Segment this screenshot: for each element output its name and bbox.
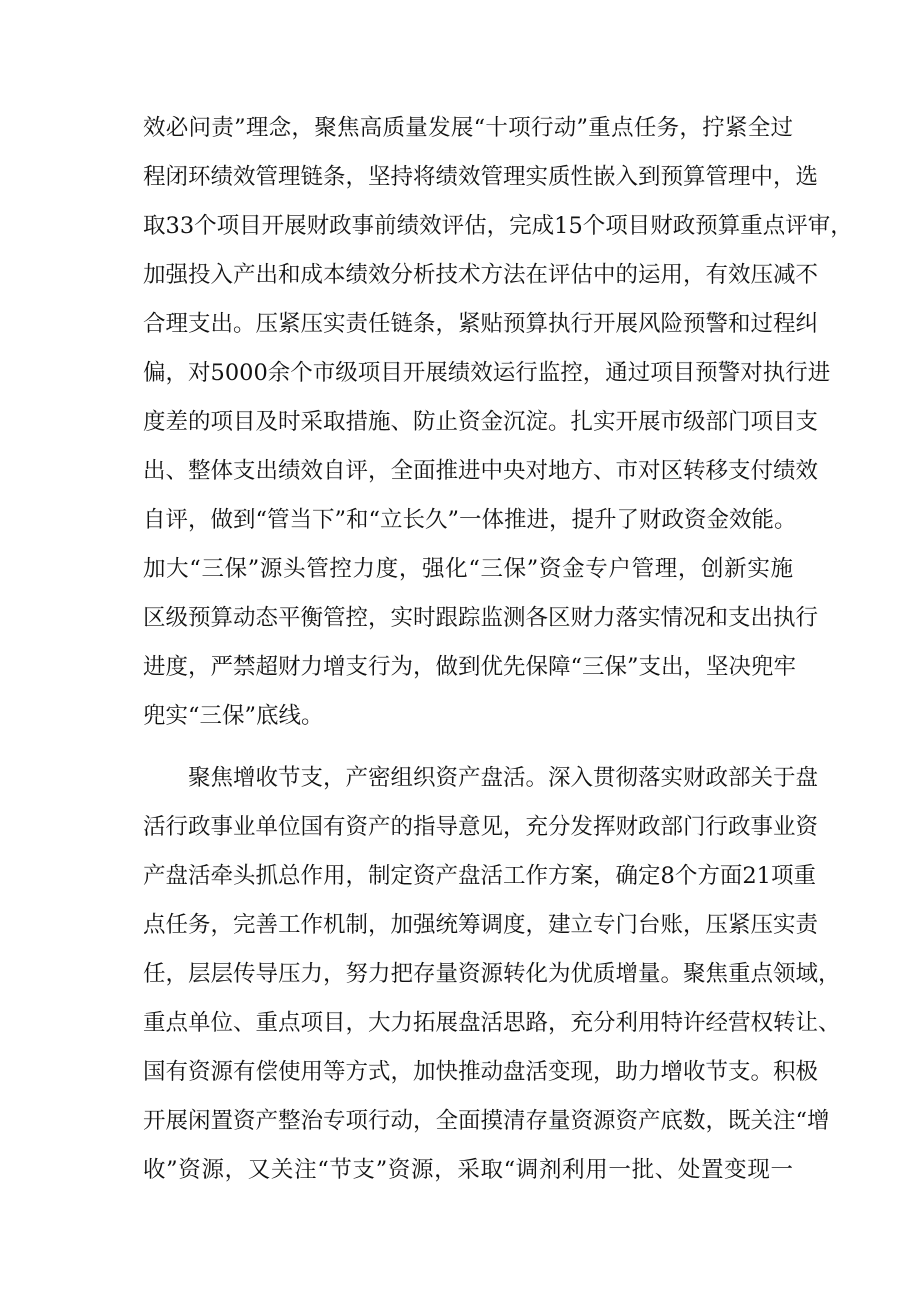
- text-line: 合理支出。压紧压实责任链条，紧贴预算执行开展风险预警和过程纠: [143, 311, 819, 337]
- text-line: 程闭环绩效管理链条，坚持将绩效管理实质性嵌入到预算管理中，选: [143, 164, 819, 190]
- text-line: 偏，对5000余个市级项目开展绩效运行监控，通过项目预警对执行进: [143, 360, 831, 386]
- text-line: 聚焦增收节支，产密组织资产盘活。深入贯彻落实财政部关于盘: [188, 765, 819, 791]
- text-line: 取33个项目开展财政事前绩效评估，完成15个项目财政预算重点评审，: [143, 213, 853, 239]
- text-line: 开展闲置资产整治专项行动，全面摸清存量资源资产底数，既关注“增: [143, 1108, 830, 1134]
- text-line: 国有资源有偿使用等方式，加快推动盘活变现，助力增收节支。积极: [143, 1059, 819, 1085]
- text-line: 兜实“三保”底线。: [143, 703, 324, 729]
- text-line: 重点单位、重点项目，大力拓展盘活思路，充分利用特许经营权转让、: [143, 1010, 841, 1036]
- text-line: 度差的项目及时采取措施、防止资金沉淀。扎实开展市级部门项目支: [143, 409, 819, 435]
- text-line: 产盘活牵头抓总作用，制定资产盘活工作方案，确定8个方面21项重: [143, 863, 816, 889]
- text-line: 活行政事业单位国有资产的指导意见，充分发挥财政部门行政事业资: [143, 814, 819, 840]
- text-line: 出、整体支出绩效自评，全面推进中央对地方、市对区转移支付绩效: [143, 458, 819, 484]
- text-line: 点任务，完善工作机制，加强统筹调度，建立专门台账，压紧压实责: [143, 912, 819, 938]
- text-line: 收”资源，又关注“节支”资源，采取“调剂利用一批、处置变现一: [143, 1157, 793, 1183]
- text-line: 加大“三保”源头管控力度，强化“三保”资金专户管理，创新实施: [143, 556, 793, 582]
- text-line: 自评，做到“管当下”和“立长久”一体推进，提升了财政资金效能。: [143, 507, 797, 533]
- text-line: 区级预算动态平衡管控，实时跟踪监测各区财力落实情况和支出执行: [143, 605, 819, 631]
- text-line: 任，层层传导压力，努力把存量资源转化为优质增量。聚焦重点领域，: [143, 961, 841, 987]
- text-line: 进度，严禁超财力增支行为，做到优先保障“三保”支出，坚决兜牢: [143, 654, 797, 680]
- text-line: 加强投入产出和成本绩效分析技术方法在评估中的运用，有效压减不: [143, 262, 819, 288]
- text-line: 效必问责”理念，聚焦高质量发展“十项行动”重点任务，拧紧全过: [143, 115, 793, 141]
